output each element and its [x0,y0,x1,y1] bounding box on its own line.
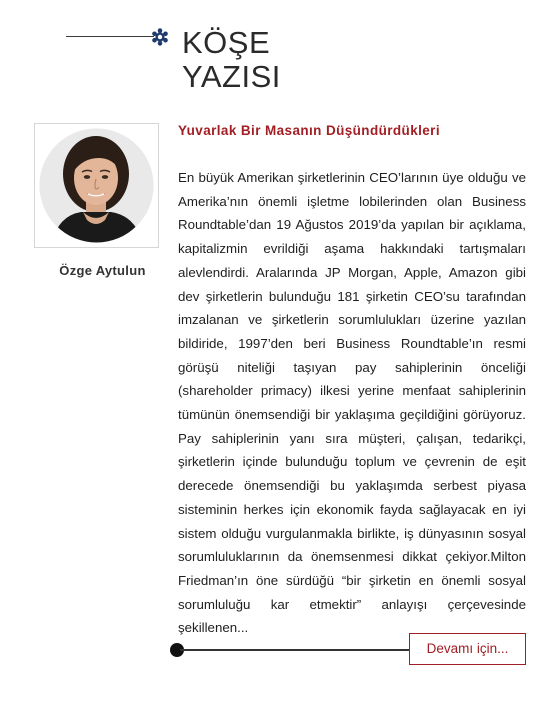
author-photo [34,123,159,248]
footer-rule [180,649,412,651]
header-rule [66,36,154,37]
read-more-button[interactable]: Devamı için... [409,633,526,665]
article-title: Yuvarlak Bir Masanın Düşündürdükleri [178,123,440,138]
author-portrait [39,128,154,243]
rosette-icon [151,28,169,46]
section-title-line2: YAZISI [182,59,281,94]
article-body: En büyük Amerikan şirketlerinin CEO’larının üye olduğu ve Amerika’nın önemli işletme lobilerinden olan Business Roundtable’dan 19 Ağustos 2019’da yapılan bir açıklama, kapitalizmin evrildiği aşama hakkındaki tartışmaları alevlendirdi. Aralarında JP Morgan, Apple, Amazon gibi dev şirketlerin bulunduğu 181 şirketin CEO’su tarafından imzalanan ve şirketlerin sorumlulukları üzerine yazılan bildiride, 1997’den beri Business Roundtable’ın resmi görüşü niteliği taşıyan pay sahiplerinin önceliği (shareholder primacy) ilkesi yerine menfaat sahiplerinin tümünün önemsendiği bir yaklaşıma geçildiğini görüyoruz. Pay sahiplerinin yanı sıra müşteri, çalışan, tedarikçi, şirketlerin içinde bulunduğu toplum ve çevrenin de eşit derecede önemsendiği bu yaklaşımda serbest piyasa sisteminin herkes için ekonomik fayda sağlayacak en iyi sistem olduğu vurgulanmakla birlikte, iş dünyasının sosyal sorumluluklarının da önemsenmesi dikkat çekiyor.Milton Friedman’ın öne sürdüğü “bir şirketin en önemli sosyal sorumluluğu kar etmektir” anlayışı çerçevesinde şekillenen... [178,170,526,636]
section-title [182,26,281,94]
author-name: Özge Aytulun [59,263,146,278]
section-title-line1: KÖŞE [182,25,271,60]
